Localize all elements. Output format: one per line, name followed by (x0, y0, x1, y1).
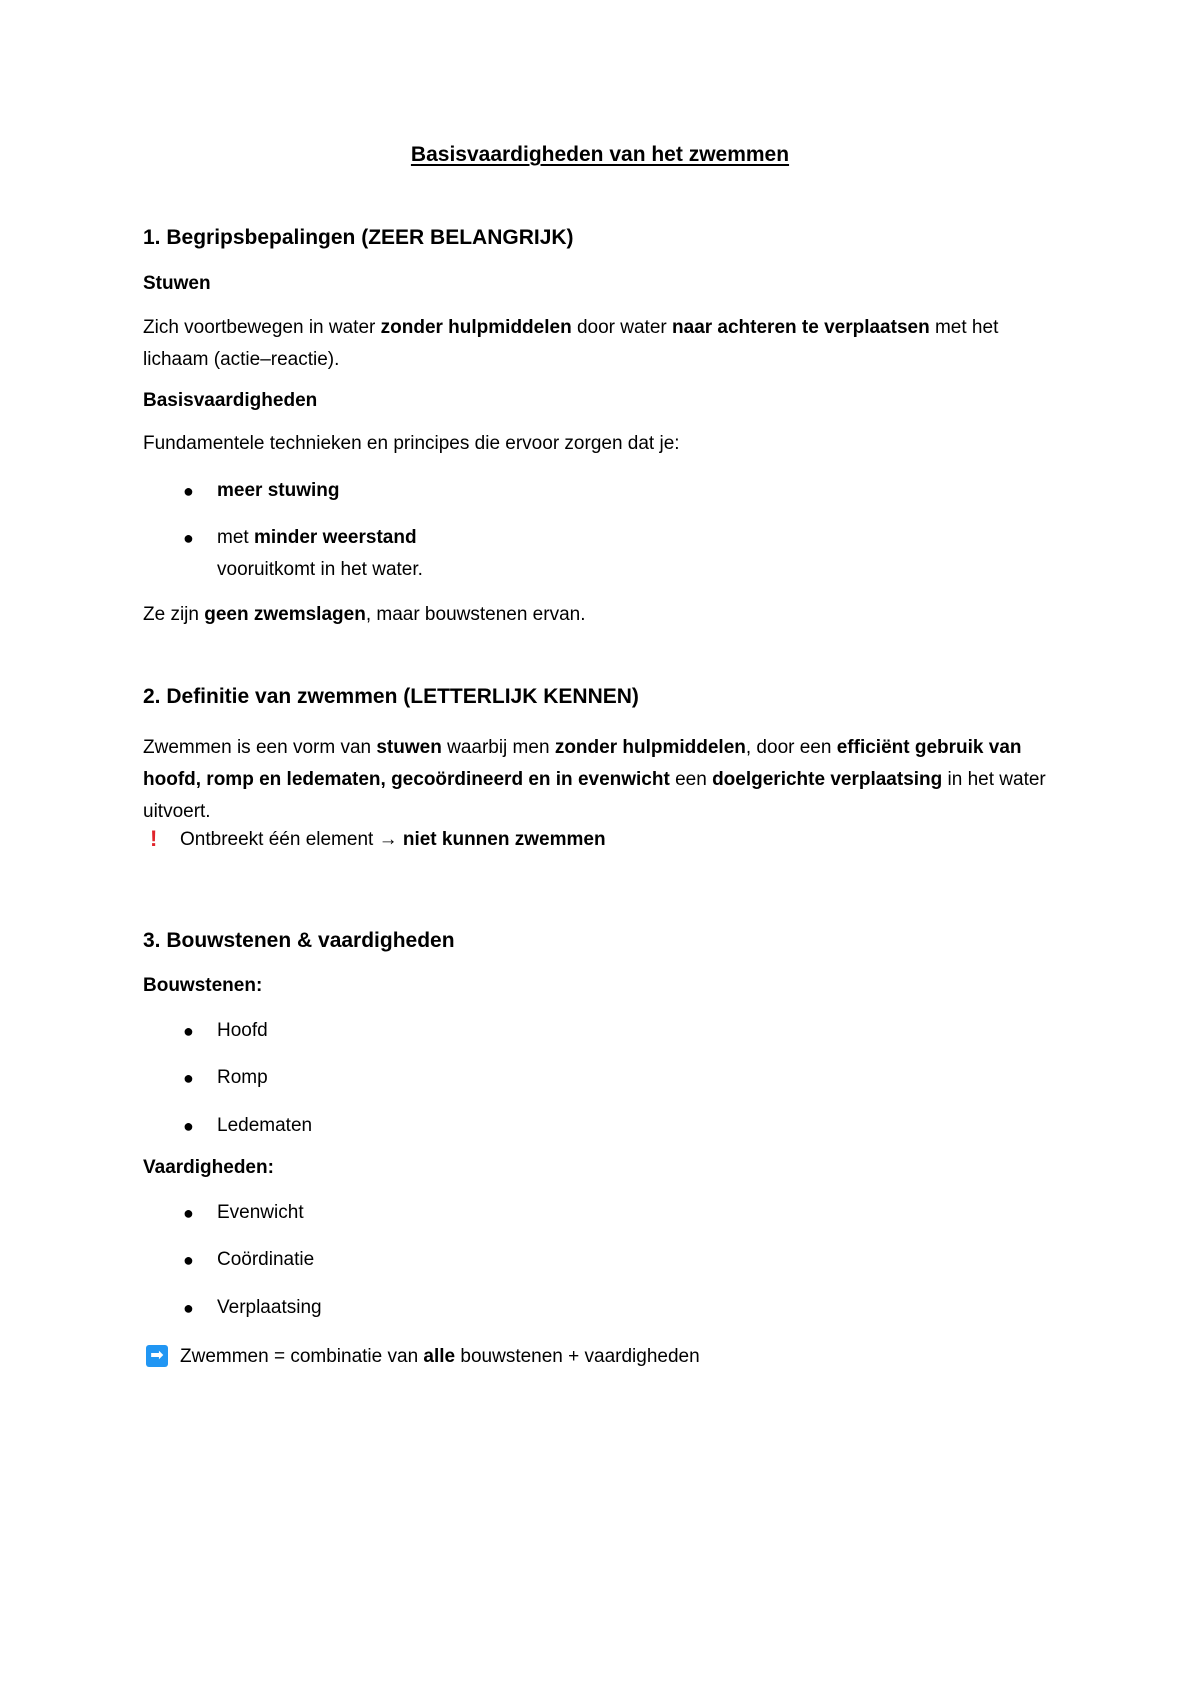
bullet-text: meer stuwing (217, 480, 340, 501)
bullet-text: Coördinatie (217, 1249, 315, 1270)
bullet-text: Verplaatsing (217, 1297, 322, 1318)
bold-text-run: naar achteren te verplaatsen (672, 317, 930, 338)
closing-prefix: Ze zijn (143, 604, 205, 625)
list-item (143, 1110, 643, 1142)
closing-suffix: , maar bouwstenen ervan. (365, 604, 586, 625)
list-item (143, 522, 843, 586)
warning-line (180, 826, 606, 854)
bold-text-run: doelgerichte verplaatsing (712, 769, 943, 790)
basisvaardigheden-intro: Fundamentele technieken en principes die ervoor zorgen dat je: (143, 433, 680, 454)
list-item (143, 475, 843, 507)
definition-paragraph (143, 732, 1063, 828)
list-item (143, 1015, 643, 1047)
list-item (143, 1062, 643, 1094)
bold-text-run: stuwen (376, 737, 442, 758)
bullet-icon: ● (183, 1116, 194, 1136)
bullet-icon: ● (183, 1068, 194, 1088)
text-run: met het lichaam (actie–reactie). (143, 317, 999, 370)
closing-bold: geen zwemslagen (204, 604, 366, 625)
bullet-bold: minder weerstand (253, 527, 417, 548)
summary-suffix: bouwstenen + vaardigheden (455, 1346, 700, 1367)
summary-bold: alle (423, 1346, 456, 1367)
text-run: door water (571, 317, 673, 338)
bullet-text: Ledematen (217, 1115, 313, 1136)
summary-line (180, 1343, 700, 1371)
vaardigheden-label: Vaardigheden: (143, 1157, 274, 1178)
bullet-icon: ● (183, 528, 194, 548)
basisvaardigheden-label: Basisvaardigheden (143, 390, 318, 411)
summary-prefix: Zwemmen = combinatie van (180, 1346, 424, 1367)
bullet-prefix: met (217, 527, 254, 548)
text-run: een (669, 769, 713, 790)
bullet-icon: ● (183, 1021, 194, 1041)
section-1-heading: 1. Begripsbepalingen (ZEER BELANGRIJK) (143, 226, 574, 249)
bullet-icon: ● (183, 1203, 194, 1223)
bullet-icon: ● (183, 481, 194, 501)
stuwen-label: Stuwen (143, 273, 211, 294)
text-run: in het water uitvoert. (143, 769, 1046, 822)
bouwstenen-label: Bouwstenen: (143, 975, 263, 996)
document-title: Basisvaardigheden van het zwemmen (410, 143, 790, 166)
bold-text-run: zonder hulpmiddelen (554, 737, 746, 758)
warning-bold: niet kunnen zwemmen (402, 829, 606, 850)
text-run: Zwemmen is een vorm van (143, 737, 377, 758)
closing-line (143, 599, 1063, 631)
bullet-continuation: vooruitkomt in het water. (217, 559, 423, 580)
right-arrow-icon: ➡ (146, 1345, 168, 1367)
bold-text-run: efficiënt gebruik van hoofd, romp en ledematen, gecoördineerd en in evenwicht (143, 737, 1022, 790)
warning-prefix: Ontbreekt één element → (180, 829, 403, 850)
list-item (143, 1292, 643, 1324)
text-run: waarbij men (441, 737, 555, 758)
section-2-heading: 2. Definitie van zwemmen (LETTERLIJK KENNEN) (143, 685, 639, 708)
stuwen-paragraph (143, 312, 1063, 376)
list-item (143, 1244, 643, 1276)
list-item (143, 1197, 643, 1229)
bullet-icon: ● (183, 1298, 194, 1318)
text-run: , door een (745, 737, 837, 758)
section-3-heading: 3. Bouwstenen & vaardigheden (143, 929, 455, 952)
bullet-icon: ● (183, 1250, 194, 1270)
text-run: Zich voortbewegen in water (143, 317, 381, 338)
bullet-text: Evenwicht (217, 1202, 304, 1223)
bullet-text: Romp (217, 1067, 268, 1088)
bold-text-run: zonder hulpmiddelen (380, 317, 572, 338)
bullet-text: Hoofd (217, 1020, 268, 1041)
bullet-text (217, 522, 417, 554)
exclamation-icon: ! (150, 826, 158, 851)
